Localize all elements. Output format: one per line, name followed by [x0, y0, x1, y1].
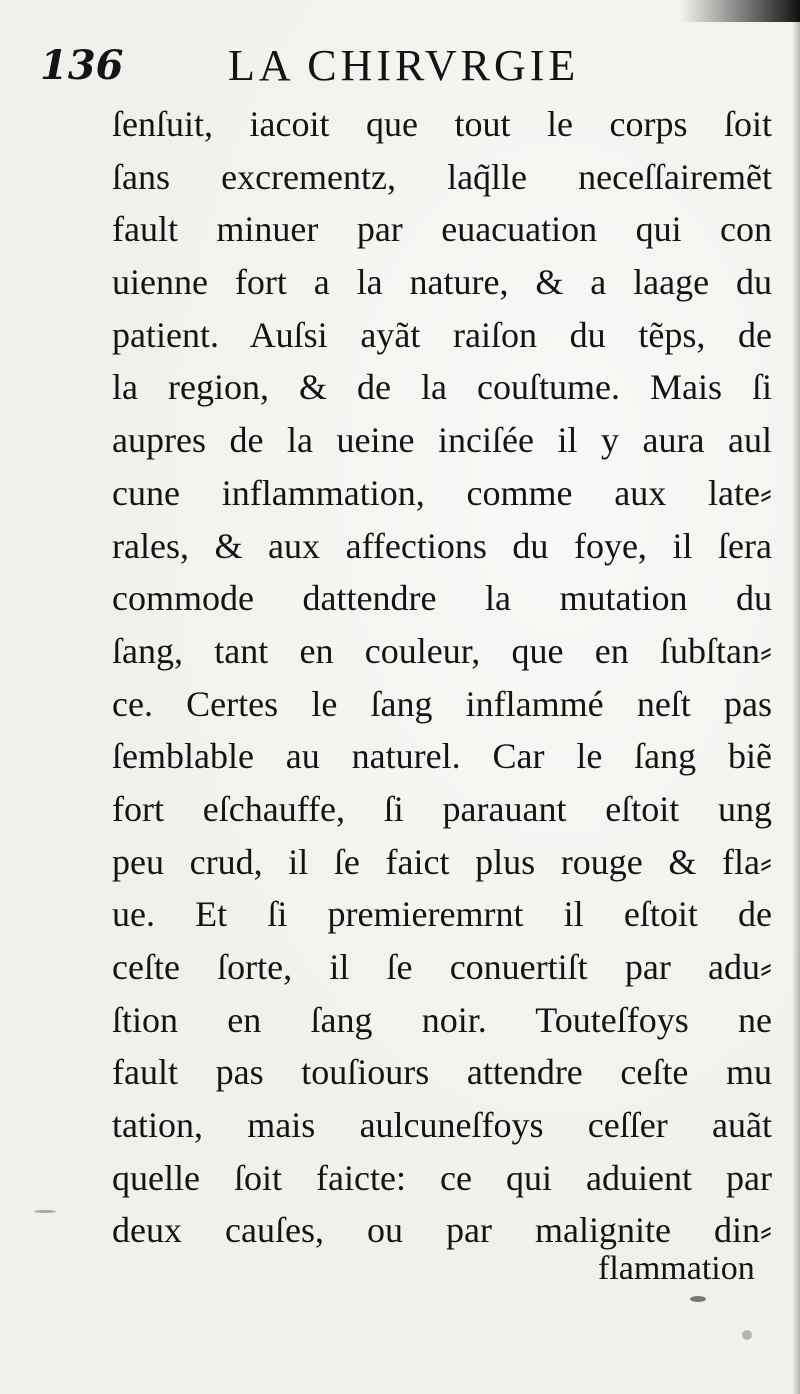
page-edge-shadow [792, 0, 800, 1394]
text-line: ſans excrementz, laq̃lle neceſſairemẽt [112, 156, 772, 197]
text-line: ue. Et ſi premieremrnt il eſtoit de [112, 894, 772, 935]
text-line: fault pas touſiours attendre ceſte mu [112, 1052, 772, 1093]
running-head: LA CHIRVRGIE [228, 41, 580, 90]
text-line: uienne fort a la nature, & a laage du [112, 262, 772, 303]
ink-speck [34, 1210, 56, 1213]
catchword: flammation [598, 1250, 755, 1287]
text-line: cune inflammation, comme aux late⸗ [112, 472, 772, 513]
body-text [112, 98, 772, 1257]
text-line: peu crud, il ſe faict plus rouge & fla⸗ [112, 841, 772, 882]
text-line: commode dattendre la mutation du [112, 578, 772, 619]
page-number: 136 [40, 42, 124, 89]
ink-speck [742, 1330, 752, 1340]
text-line: aupres de la ueine inciſée il y aura aul [112, 420, 772, 461]
page-header [40, 40, 760, 100]
text-line: ſtion en ſang noir. Touteſfoys ne [112, 999, 772, 1040]
text-line: fort eſchauffe, ſi parauant eſtoit ung [112, 788, 772, 829]
text-line: ceſte ſorte, il ſe conuertiſt par adu⸗ [112, 947, 772, 987]
ink-speck [690, 1296, 706, 1302]
text-line: ſenſuit, iacoit que tout le corps ſoit [112, 104, 772, 144]
text-line: quelle ſoit faicte: ce qui aduient par [112, 1157, 772, 1198]
text-line: la region, & de la couſtume. Mais ſi [112, 367, 772, 408]
text-line: tation, mais aulcuneſfoys ceſſer auãt [112, 1105, 772, 1146]
text-line: fault minuer par euacuation qui con [112, 209, 772, 250]
text-line: rales, & aux affections du foye, il ſera [112, 525, 772, 566]
text-line: deux cauſes, ou par malignite din⸗ [112, 1210, 772, 1251]
binding-shadow [680, 0, 800, 22]
text-line: ſang, tant en couleur, que en ſubſtan⸗ [112, 630, 772, 671]
text-line: patient. Auſsi ayãt raiſon du tẽps, de [112, 314, 772, 355]
text-line: ſemblable au naturel. Car le ſang biẽ [112, 736, 772, 777]
text-line: ce. Certes le ſang inflammé neſt pas [112, 683, 772, 724]
